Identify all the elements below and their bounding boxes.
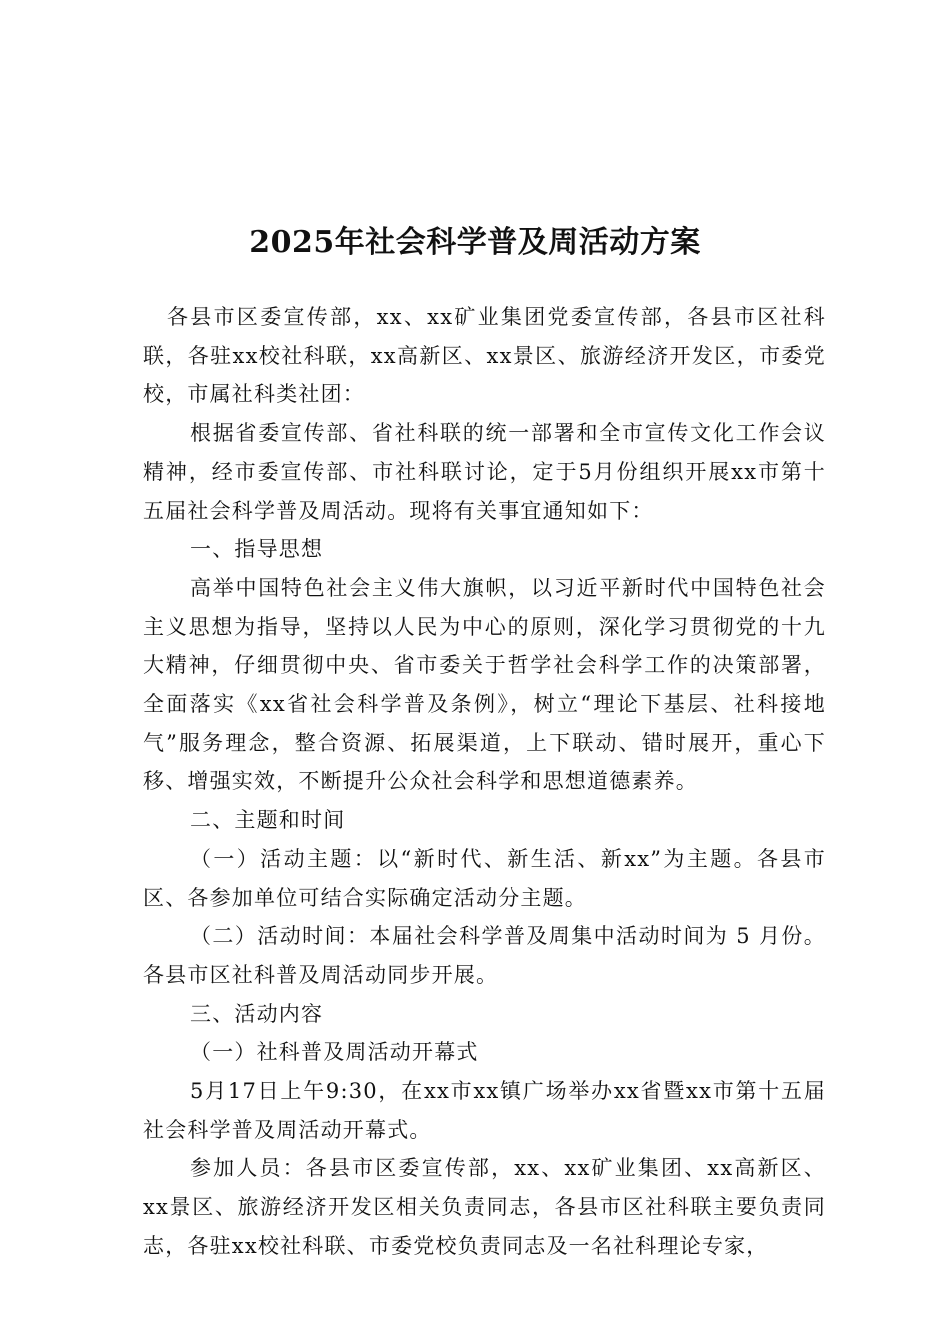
document-body	[143, 298, 826, 1266]
time-paragraph: （二）活动时间：本届社会科学普及周集中活动时间为 5 月份。各县市区社科普及周活动同步开展。	[143, 924, 826, 987]
guiding-ideology-paragraph: 高举中国特色社会主义伟大旗帜，以习近平新时代中国特色社会主义思想为指导，坚持以人民为中心的原则，深化学习贯彻党的十九大精神，仔细贯彻中央、省市委关于哲学社会科学工作的决策部署，全面落实《xx省社会科学普及条例》，树立“理论下基层、社科接地气”服务理念，整合资源、拓展渠道，上下联动、错时展开，重心下移、增强实效，不断提升公众社会科学和思想道德素养。	[143, 575, 826, 794]
section-heading-activity-content: 三、活动内容	[190, 1001, 324, 1026]
participants-paragraph: 参加人员：各县市区委宣传部，xx、xx矿业集团、xx高新区、xx景区、旅游经济开发区相关负责同志，各县市区社科联主要负责同志，各驻xx校社科联、市委党校负责同志及一名社科理论专家，	[143, 1156, 826, 1258]
addressee-paragraph: 各县市区委宣传部，xx、xx矿业集团党委宣传部，各县市区社科联，各驻xx校社科联，xx高新区、xx景区、旅游经济开发区，市委党校，市属社科类社团：	[143, 305, 826, 407]
section-heading-theme-and-time: 二、主题和时间	[190, 808, 346, 833]
intro-paragraph: 根据省委宣传部、省社科联的统一部署和全市宣传文化工作会议精神，经市委宣传部、市社科联讨论，定于5月份组织开展xx市第十五届社会科学普及周活动。现将有关事宜通知如下：	[143, 421, 826, 523]
document-title: 2025年社会科学普及周活动方案	[249, 225, 701, 260]
section-heading-guiding-ideology: 一、指导思想	[190, 537, 324, 562]
subheading-opening-ceremony: （一）社科普及周活动开幕式	[190, 1040, 479, 1065]
theme-paragraph: （一）活动主题：以“新时代、新生活、新xx”为主题。各县市区、各参加单位可结合实际确定活动分主题。	[143, 846, 826, 910]
opening-ceremony-paragraph: 5月17日上午9:30，在xx市xx镇广场举办xx省暨xx市第十五届社会科学普及周活动开幕式。	[143, 1079, 826, 1142]
